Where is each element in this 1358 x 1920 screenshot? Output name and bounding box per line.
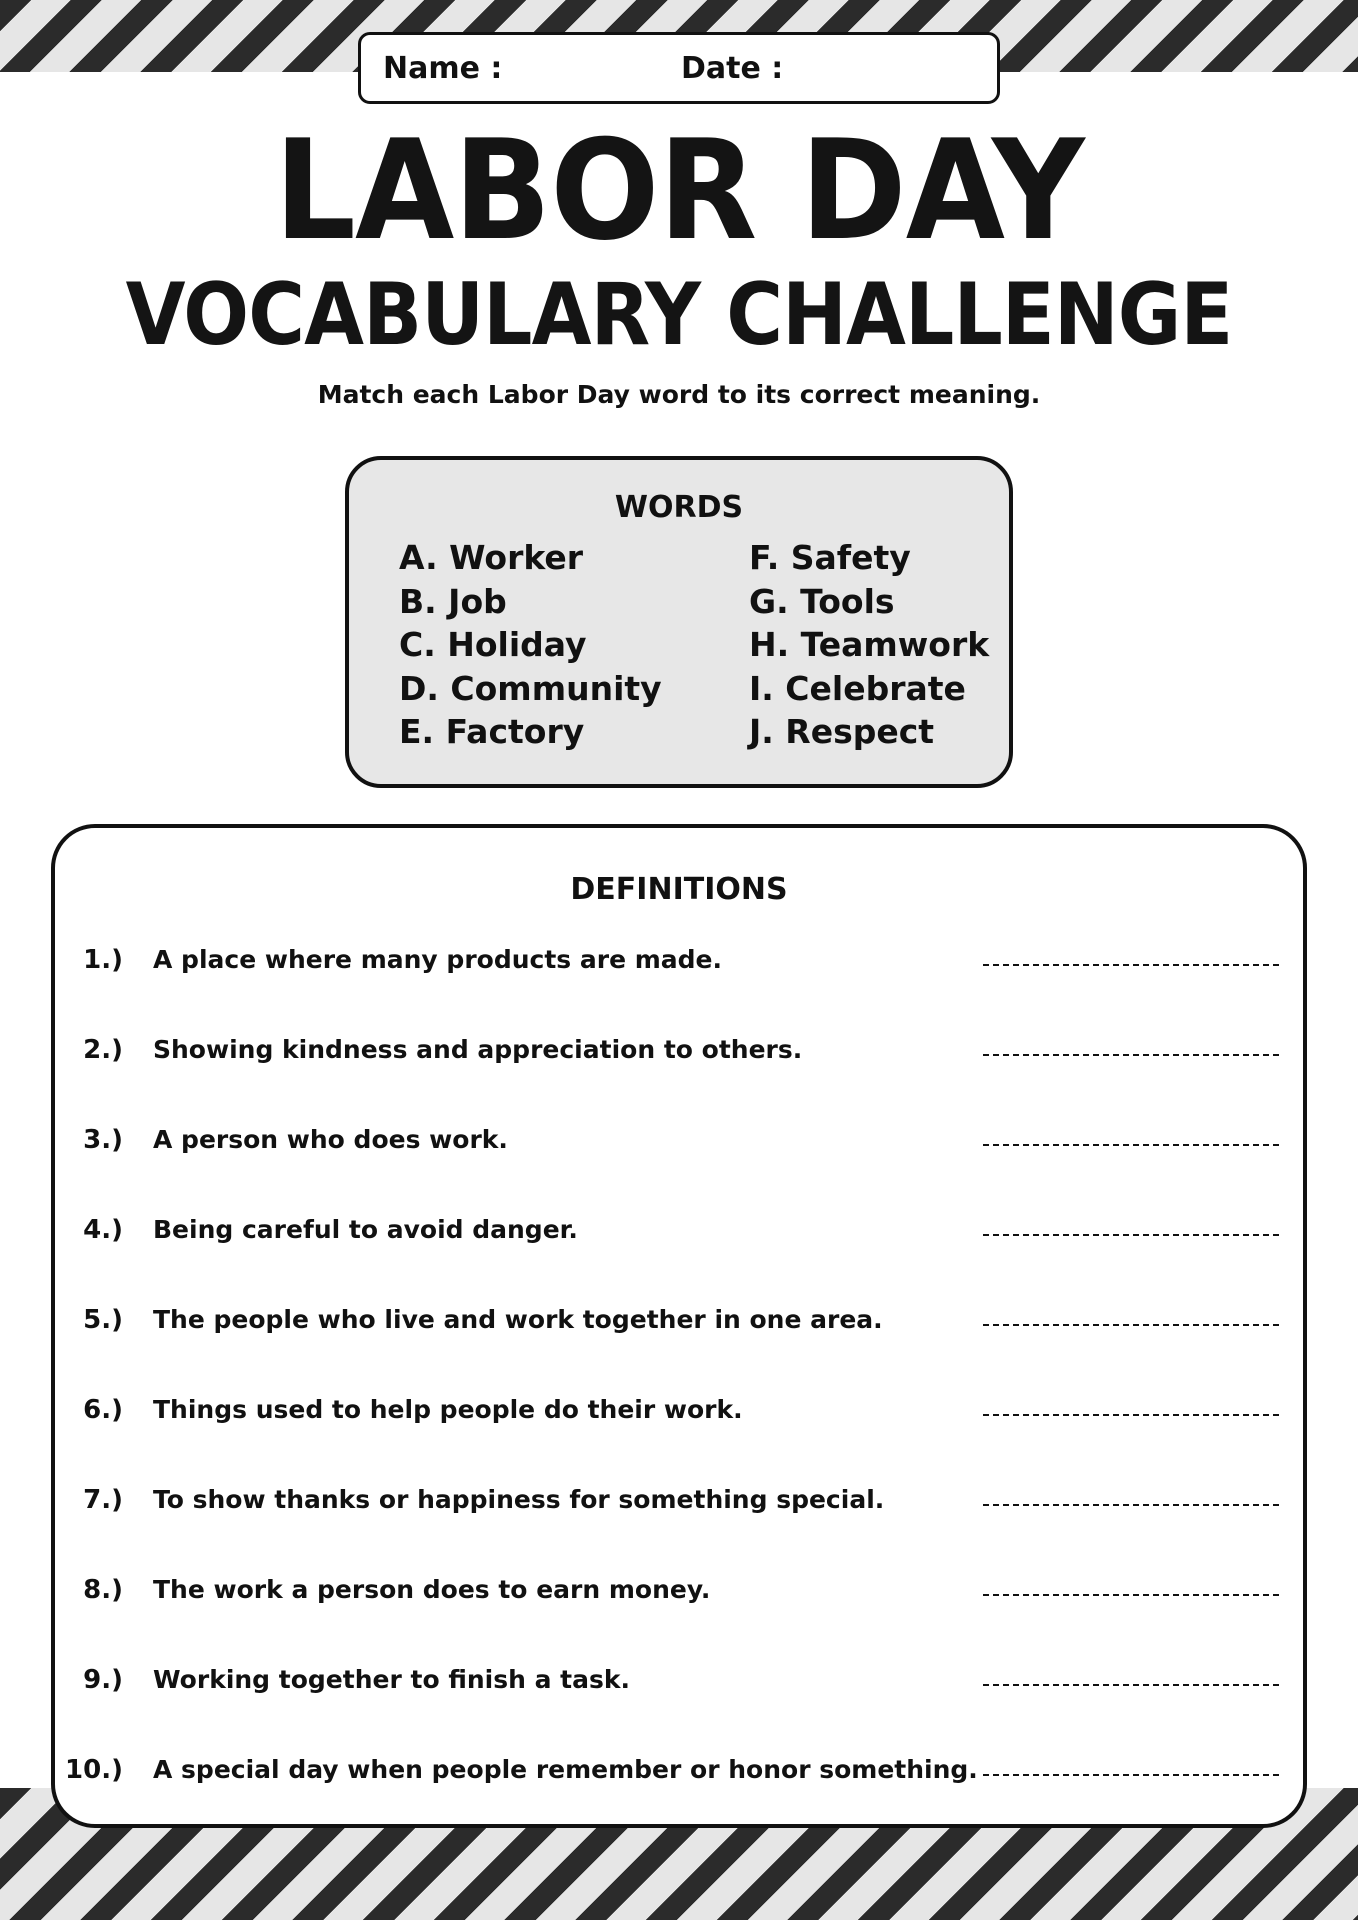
word-item: I. Celebrate <box>749 668 966 708</box>
date-label: Date : <box>681 51 784 86</box>
definitions-box <box>51 824 1307 1828</box>
instructions: Match each Labor Day word to its correct meaning. <box>317 380 1041 409</box>
definition-number: 8.) <box>83 1575 123 1605</box>
answer-blank[interactable] <box>983 1054 1279 1056</box>
definition-row <box>55 1390 1303 1430</box>
word-item: B. Job <box>399 581 507 621</box>
word-item: A. Worker <box>399 538 584 577</box>
definition-number: 2.) <box>83 1035 123 1065</box>
definition-number: 6.) <box>83 1395 123 1425</box>
definition-number: 3.) <box>83 1125 123 1155</box>
definition-row <box>55 1300 1303 1340</box>
answer-blank[interactable] <box>983 1414 1279 1416</box>
definition-text: A person who does work. <box>153 1125 508 1154</box>
answer-blank[interactable] <box>983 964 1279 966</box>
definition-row <box>55 1660 1303 1700</box>
definition-row <box>55 940 1303 980</box>
definition-row <box>55 1750 1303 1790</box>
answer-blank[interactable] <box>983 1504 1279 1506</box>
word-item: J. Respect <box>749 712 935 751</box>
word-item: F. Safety <box>749 538 911 577</box>
name-label: Name : <box>383 51 503 86</box>
answer-blank[interactable] <box>983 1144 1279 1146</box>
answer-blank[interactable] <box>983 1234 1279 1236</box>
answer-blank[interactable] <box>983 1684 1279 1686</box>
title-sub: VOCABULARY CHALLENGE <box>125 265 1233 365</box>
answer-blank[interactable] <box>983 1774 1279 1776</box>
definition-text: Showing kindness and appreciation to others. <box>153 1035 803 1064</box>
definition-text: The people who live and work together in one area. <box>153 1305 883 1334</box>
words-column-right <box>749 536 989 754</box>
answer-blank[interactable] <box>983 1594 1279 1596</box>
words-column-left <box>399 536 662 754</box>
definitions-heading: DEFINITIONS <box>570 872 788 907</box>
definition-text: The work a person does to earn money. <box>153 1575 711 1604</box>
word-item: G. Tools <box>749 581 895 621</box>
definition-text: A place where many products are made. <box>153 945 722 974</box>
definition-row <box>55 1030 1303 1070</box>
definition-row <box>55 1120 1303 1160</box>
name-date-box <box>358 32 1000 104</box>
words-box <box>345 456 1013 788</box>
definition-row <box>55 1480 1303 1520</box>
title-main: LABOR DAY <box>274 110 1084 271</box>
definition-text: Being careful to avoid danger. <box>153 1215 578 1244</box>
word-item: E. Factory <box>399 712 585 751</box>
definition-text: A special day when people remember or honor something. <box>153 1755 978 1784</box>
definition-number: 1.) <box>83 945 123 975</box>
definition-text: To show thanks or happiness for something special. <box>153 1485 885 1514</box>
word-item: D. Community <box>399 668 662 708</box>
word-item: H. Teamwork <box>749 625 990 664</box>
definition-row <box>55 1210 1303 1250</box>
words-heading: WORDS <box>614 490 744 525</box>
definition-number: 10.) <box>65 1755 123 1785</box>
answer-blank[interactable] <box>983 1324 1279 1326</box>
definition-number: 4.) <box>83 1215 123 1245</box>
definition-row <box>55 1570 1303 1610</box>
definition-number: 5.) <box>83 1305 123 1335</box>
definition-text: Things used to help people do their work. <box>153 1395 743 1424</box>
definition-text: Working together to finish a task. <box>153 1665 631 1694</box>
word-item: C. Holiday <box>399 625 587 664</box>
definition-number: 9.) <box>83 1665 123 1695</box>
definition-number: 7.) <box>83 1485 123 1515</box>
